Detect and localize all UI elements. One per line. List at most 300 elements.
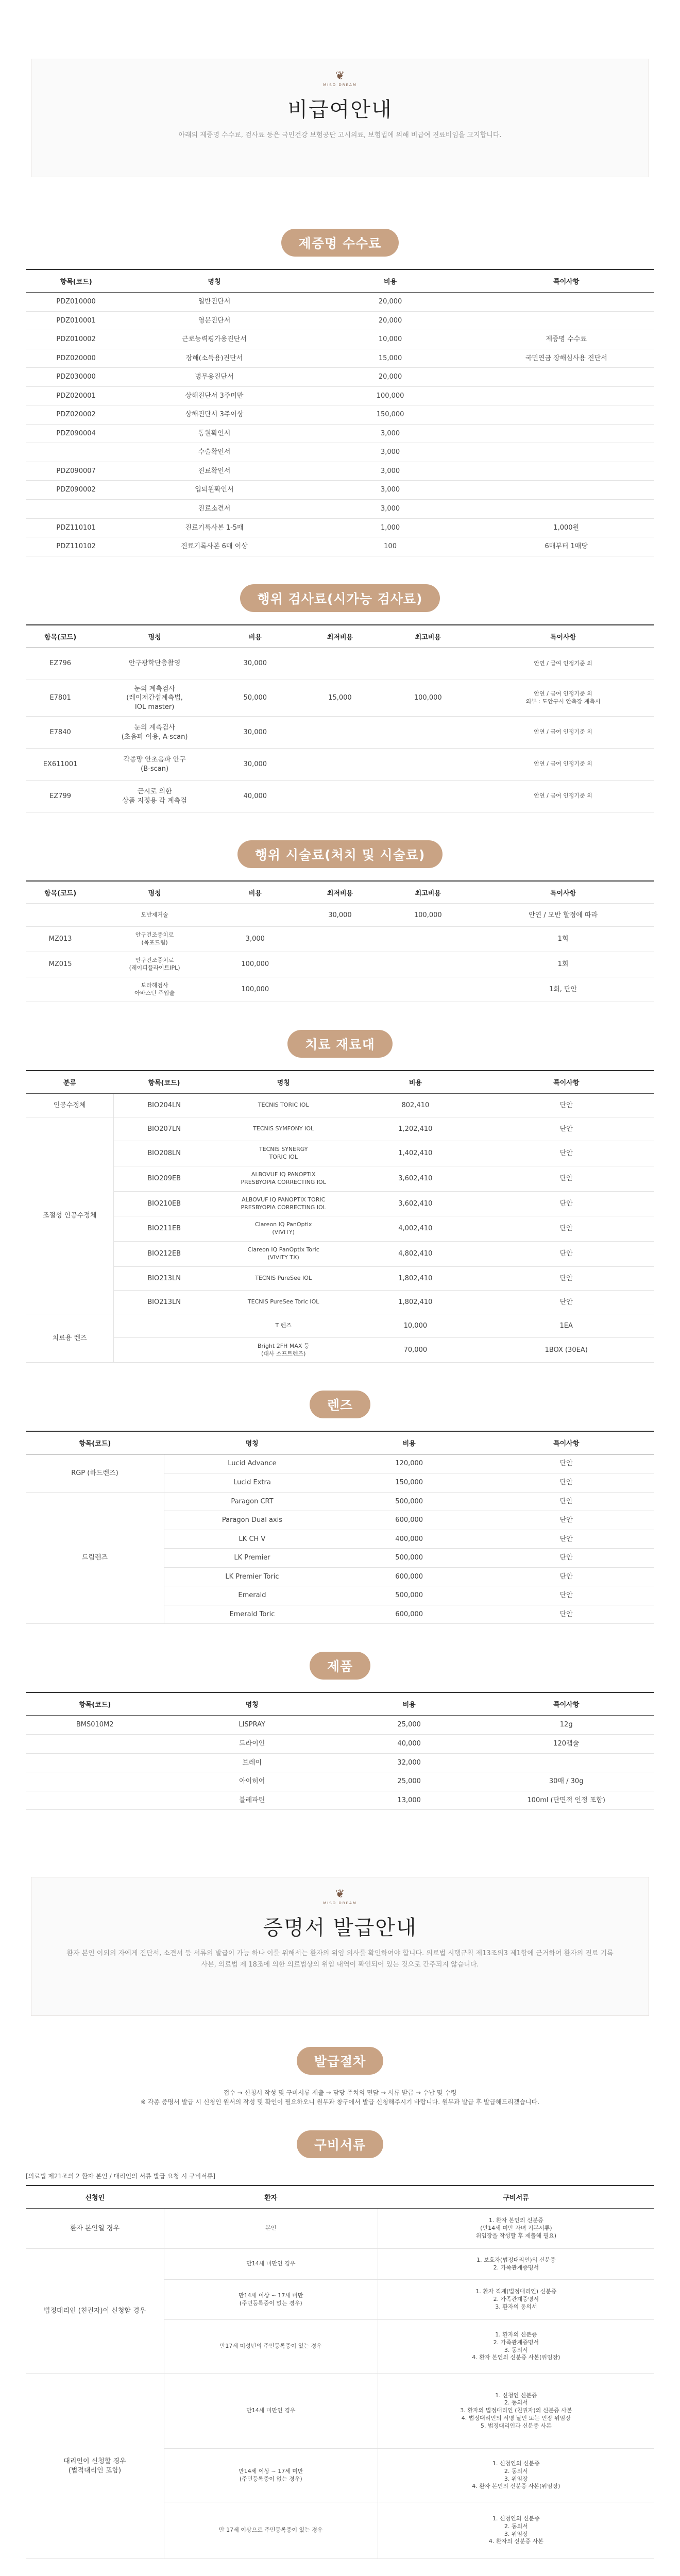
table-cell: TECNIS PureSee IOL	[214, 1266, 352, 1290]
fees-table	[26, 269, 654, 556]
table-cell	[26, 500, 126, 519]
table-cell	[478, 311, 654, 330]
table-row	[26, 927, 654, 952]
table-cell: BIO211EB	[114, 1216, 214, 1242]
table-cell: 진료확인서	[126, 462, 302, 481]
section-title-lenses: 렌즈	[310, 1391, 370, 1418]
table-row	[26, 481, 654, 500]
table-cell: 수술확인서	[126, 443, 302, 462]
table-row	[26, 680, 654, 717]
table-cell: 100,000	[214, 952, 296, 977]
patient-cell: 만14세 미만인 경우	[164, 2249, 378, 2280]
table-cell: 1,000	[302, 518, 479, 537]
table-cell: ALBOVUF IQ PANOPTIX PRESBYOPIA CORRECTING IOL	[214, 1166, 352, 1192]
table-cell: MZ013	[26, 927, 95, 952]
table-cell: 3,602,410	[352, 1166, 478, 1192]
table-cell: 3,000	[302, 443, 479, 462]
table-cell: 안연 / 급여 인정기준 외	[472, 648, 654, 680]
table-cell: PDZ090007	[26, 462, 126, 481]
table-cell: 600,000	[340, 1605, 478, 1624]
table-cell: 500,000	[340, 1549, 478, 1568]
table-cell: 15,000	[302, 349, 479, 368]
column-header: 특이사항	[478, 1071, 654, 1094]
table-cell: PDZ110101	[26, 518, 126, 537]
table-cell	[296, 781, 384, 812]
table-cell: Emerald Toric	[164, 1605, 340, 1624]
table-cell: 100,000	[384, 904, 472, 927]
table-cell: 단안	[478, 1530, 654, 1549]
documents-table	[26, 2185, 654, 2559]
table-cell: 3,602,410	[352, 1191, 478, 1216]
table-cell: 150,000	[340, 1473, 478, 1493]
table-cell: BIO210EB	[114, 1191, 214, 1216]
table-cell: 블레파틴	[164, 1791, 340, 1810]
column-header: 항목(코드)	[26, 625, 95, 648]
table-cell: EZ799	[26, 781, 95, 812]
documents-cell: 1. 보호자(법정대리인)의 신분증 2. 가족관계증명서	[378, 2249, 654, 2280]
table-cell: 근시로 의한 상품 지정용 각 계측검	[95, 781, 214, 812]
cert-logo	[62, 1889, 618, 1905]
table-cell: EX611001	[26, 749, 95, 781]
table-header-row	[26, 2185, 654, 2209]
table-cell: PDZ010001	[26, 311, 126, 330]
table-cell: 100,000	[302, 386, 479, 405]
cert-logo-mark: ❦	[335, 1888, 345, 1901]
column-header: 최저비용	[296, 625, 384, 648]
tests-table	[26, 624, 654, 813]
table-cell: PDZ020001	[26, 386, 126, 405]
table-row	[26, 424, 654, 443]
table-row	[26, 386, 654, 405]
column-header: 명칭	[164, 1692, 340, 1716]
table-cell: 20,000	[302, 368, 479, 387]
table-row	[26, 2249, 654, 2280]
documents-cell: 1. 환자 본인의 신분증 (만14세 미만 자녀 기본서류) 위임장을 작성할 후 제출해 필요)	[378, 2209, 654, 2249]
patient-cell: 만 17세 이상으로 주민등록증이 있는 경우	[164, 2502, 378, 2559]
table-row	[26, 330, 654, 349]
table-cell	[478, 500, 654, 519]
table-row	[26, 1734, 654, 1753]
table-cell: 안구건조증치료 (목포드림)	[95, 927, 214, 952]
table-row	[26, 1117, 654, 1141]
table-cell: 30,000	[296, 904, 384, 927]
table-cell: 브레이	[164, 1753, 340, 1772]
table-cell: LK Premier	[164, 1549, 340, 1568]
column-header: 비용	[214, 881, 296, 904]
table-cell: 단안	[478, 1141, 654, 1166]
table-cell: 단안	[478, 1266, 654, 1290]
table-header-row	[26, 1431, 654, 1454]
certificate-panel	[31, 1877, 649, 2016]
table-cell	[296, 952, 384, 977]
section-title-documents: 구비서류	[297, 2130, 384, 2158]
table-cell: 안구광학단층촬영	[95, 648, 214, 680]
group-category: 드림렌즈	[26, 1492, 164, 1624]
table-cell: EZ796	[26, 648, 95, 680]
table-cell	[478, 424, 654, 443]
table-cell: BIO212EB	[114, 1242, 214, 1267]
table-cell: E7801	[26, 680, 95, 717]
table-header-row	[26, 1071, 654, 1094]
table-cell: Paragon Dual axis	[164, 1511, 340, 1530]
table-cell	[26, 1772, 164, 1791]
table-cell	[384, 952, 472, 977]
table-cell: 100,000	[384, 680, 472, 717]
table-cell: 13,000	[340, 1791, 478, 1810]
table-cell: 단안	[478, 1191, 654, 1216]
section-title-products: 제품	[310, 1652, 370, 1680]
procedure-text: 접수 → 신청서 작성 및 구비서류 제출 → 담당 주치의 면담 → 서류 발급 → 수납 및 수령 ※ 각종 증명서 발급 시 신청인 원서의 작성 및 확인이 필요하오니 원무과 창구에서 발급 신청해주시기 바랍니다. 원무과 발급 후 발급해드리겠습니다.	[140, 2089, 540, 2106]
table-row	[26, 1266, 654, 1290]
table-row	[26, 717, 654, 749]
table-cell: 보라해검사 아바스틴 주입술	[95, 977, 214, 1002]
table-cell	[26, 443, 126, 462]
table-cell: LK Premier Toric	[164, 1567, 340, 1586]
table-cell: 4,002,410	[352, 1216, 478, 1242]
table-cell: 600,000	[340, 1567, 478, 1586]
group-category: RGP (하드렌즈)	[26, 1454, 164, 1492]
table-cell: 단안	[478, 1567, 654, 1586]
section-title-fees: 제증명 수수료	[281, 229, 399, 257]
table-cell: 1,802,410	[352, 1266, 478, 1290]
patient-cell: 만14세 이상 ~ 17세 미만 (주민등록증이 없는 경우)	[164, 2449, 378, 2502]
column-header: 비용	[352, 1071, 478, 1094]
table-cell: 600,000	[340, 1511, 478, 1530]
table-row	[26, 1290, 654, 1314]
table-cell	[478, 386, 654, 405]
column-header: 최고비용	[384, 881, 472, 904]
table-cell: PDZ020000	[26, 349, 126, 368]
column-header: 분류	[26, 1071, 114, 1094]
table-cell: 단안	[478, 1290, 654, 1314]
header-panel	[31, 59, 649, 177]
table-cell: 20,000	[302, 311, 479, 330]
table-cell: 단안	[478, 1605, 654, 1624]
table-cell: 영문진단서	[126, 311, 302, 330]
table-cell: 단안	[478, 1166, 654, 1192]
cert-brand-name: MISO DREAM	[323, 1901, 357, 1906]
table-row	[26, 518, 654, 537]
table-cell: 단안	[478, 1216, 654, 1242]
table-row	[26, 368, 654, 387]
table-row	[26, 648, 654, 680]
table-cell: PDZ110102	[26, 537, 126, 556]
column-header: 항목(코드)	[26, 1692, 164, 1716]
table-cell	[114, 1314, 214, 1337]
table-row	[26, 1753, 654, 1772]
table-cell: BIO209EB	[114, 1166, 214, 1192]
table-row	[26, 1166, 654, 1192]
table-cell	[384, 717, 472, 749]
table-cell: 1BOX (30EA)	[478, 1337, 654, 1363]
table-cell	[296, 717, 384, 749]
table-cell: BIO207LN	[114, 1117, 214, 1141]
brand-name: MISO DREAM	[323, 83, 357, 87]
table-cell	[478, 481, 654, 500]
section-title-materials: 치료 재료대	[287, 1030, 392, 1058]
documents-cell: 1. 신청인의 신분증 2. 동의서 3. 위임장 4. 환자 본인의 신분증 사본(위임장)	[378, 2449, 654, 2502]
table-cell: Lucid Extra	[164, 1473, 340, 1493]
table-cell: 6매부터 1매당	[478, 537, 654, 556]
table-cell: 드라이인	[164, 1734, 340, 1753]
table-row	[26, 2374, 654, 2449]
table-cell: ALBOVUF IQ PANOPTIX TORIC PRESBYOPIA CORRECTING IOL	[214, 1191, 352, 1216]
column-header: 항목(코드)	[26, 1431, 164, 1454]
table-row	[26, 781, 654, 812]
table-cell: 안구건조증치료 (레이피플라이트IPL)	[95, 952, 214, 977]
patient-cell: 만17세 미성년의 주민등록증이 있는 경우	[164, 2320, 378, 2374]
table-cell	[296, 648, 384, 680]
table-cell: BIO213LN	[114, 1266, 214, 1290]
table-cell: PDZ090004	[26, 424, 126, 443]
table-row	[26, 443, 654, 462]
column-header: 신청인	[26, 2185, 164, 2209]
group-category: 치료용 렌즈	[26, 1314, 114, 1363]
table-cell: LISPRAY	[164, 1716, 340, 1735]
table-row	[26, 749, 654, 781]
table-header-row	[26, 269, 654, 293]
column-header: 특이사항	[478, 1692, 654, 1716]
table-cell: PDZ010000	[26, 293, 126, 312]
table-cell	[384, 927, 472, 952]
table-cell	[296, 977, 384, 1002]
table-cell: 진료기록사본 1-5매	[126, 518, 302, 537]
column-header: 비용	[340, 1692, 478, 1716]
table-cell	[214, 904, 296, 927]
table-cell: 안연 / 급여 인정기준 외	[472, 717, 654, 749]
table-cell: TECNIS TORIC IOL	[214, 1094, 352, 1117]
section-title-tests: 행위 검사료(시가능 검사료)	[240, 584, 440, 612]
table-cell	[26, 977, 95, 1002]
table-cell: 일반진단서	[126, 293, 302, 312]
table-cell	[26, 904, 95, 927]
table-cell: 눈의 계측검사 (레이저간섭계측법, IOL master)	[95, 680, 214, 717]
table-cell	[26, 1791, 164, 1810]
table-row	[26, 977, 654, 1002]
table-cell	[384, 749, 472, 781]
table-cell: 500,000	[340, 1492, 478, 1511]
table-cell: PDZ090002	[26, 481, 126, 500]
table-cell: 15,000	[296, 680, 384, 717]
column-header: 항목(코드)	[114, 1071, 214, 1094]
documents-cell: 1. 신청인 신분증 2. 동의서 3. 환자의 법정대리인 (친권자)의 신분증 사본 4. 법정대리인의 서명 날인 또는 인장 위임장 5. 법정대리인과 신분증 사본	[378, 2374, 654, 2449]
table-cell: 단안	[478, 1454, 654, 1473]
section-title-procedure: 발급절차	[297, 2047, 384, 2075]
patient-cell: 만14세 이상 ~ 17세 미만 (주민등록증이 없는 경우)	[164, 2280, 378, 2320]
products-table	[26, 1692, 654, 1810]
table-cell	[26, 1753, 164, 1772]
table-cell: BIO208LN	[114, 1141, 214, 1166]
documents-cell: 1. 환자 직계(법정대리인) 신분증 2. 가족관계증명서 3. 환자의 동의서	[378, 2280, 654, 2320]
table-row	[26, 1454, 654, 1473]
table-header-row	[26, 881, 654, 904]
table-header-row	[26, 1692, 654, 1716]
table-cell: 25,000	[340, 1716, 478, 1735]
table-row	[26, 1216, 654, 1242]
column-header: 최고비용	[384, 625, 472, 648]
group-category: 인공수정체	[26, 1094, 114, 1117]
table-cell: 장해(소득용)진단서	[126, 349, 302, 368]
documents-cell: 1. 환자의 신분증 2. 가족관계증명서 3. 동의서 4. 환자 본인의 신분증 사본(위임장)	[378, 2320, 654, 2374]
table-cell: 3,000	[302, 481, 479, 500]
column-header: 비용	[340, 1431, 478, 1454]
group-category: 조절성 인공수정체	[26, 1117, 114, 1314]
table-cell: 1,802,410	[352, 1290, 478, 1314]
table-cell: 1,402,410	[352, 1141, 478, 1166]
table-cell: 40,000	[214, 781, 296, 812]
table-row	[26, 904, 654, 927]
applicant-cell: 환자 본인일 경우	[26, 2209, 164, 2249]
table-header-row	[26, 625, 654, 648]
column-header: 항목(코드)	[26, 269, 126, 293]
table-cell: 통원확인서	[126, 424, 302, 443]
table-cell: 안연 / 급여 인정기준 외 외부 : 도안구시 안축장 계측시	[472, 680, 654, 717]
table-cell: Bright 2FH MAX 등 (대사 소프트렌즈)	[214, 1337, 352, 1363]
table-cell: 10,000	[352, 1314, 478, 1337]
table-row	[26, 1337, 654, 1363]
column-header: 최저비용	[296, 881, 384, 904]
table-cell: PDZ030000	[26, 368, 126, 387]
table-row	[26, 349, 654, 368]
table-cell: 안연 / 급여 인정기준 외	[472, 749, 654, 781]
patient-cell: 만14세 미만인 경우	[164, 2374, 378, 2449]
table-cell: T 렌즈	[214, 1314, 352, 1337]
table-cell: 30,000	[214, 648, 296, 680]
table-cell: BIO204LN	[114, 1094, 214, 1117]
column-header: 특이사항	[472, 881, 654, 904]
table-cell: Clareon IQ PanOptix Toric (VIVITY TX)	[214, 1242, 352, 1267]
table-cell: 100,000	[214, 977, 296, 1002]
table-cell: 50,000	[214, 680, 296, 717]
lenses-table	[26, 1431, 654, 1624]
logo-mark: ❦	[335, 70, 345, 82]
documents-cell: 1. 신청인의 신분증 2. 동의서 3. 위임장 4. 환자의 신분증 사본	[378, 2502, 654, 2559]
column-header: 비용	[302, 269, 479, 293]
table-cell: 100ml (단면적 인정 포함)	[478, 1791, 654, 1810]
table-cell: 입퇴원확인서	[126, 481, 302, 500]
column-header: 특이사항	[472, 625, 654, 648]
table-row	[26, 1791, 654, 1810]
table-row	[26, 952, 654, 977]
table-cell	[478, 1753, 654, 1772]
table-cell: 70,000	[352, 1337, 478, 1363]
column-header: 명칭	[214, 1071, 352, 1094]
table-cell	[478, 462, 654, 481]
table-row	[26, 1242, 654, 1267]
table-cell	[478, 368, 654, 387]
table-cell: 3,000	[214, 927, 296, 952]
column-header: 특이사항	[478, 1431, 654, 1454]
column-header: 비용	[214, 625, 296, 648]
table-row	[26, 311, 654, 330]
table-cell: 30,000	[214, 717, 296, 749]
table-cell: 1,000원	[478, 518, 654, 537]
table-cell: 1회	[472, 952, 654, 977]
certificate-description: 환자 본인 이외의 자에게 진단서, 소견서 등 서류의 발급이 가능 하나 이를 위해서는 환자의 위임 의사를 확인하여야 합니다. 의료법 시행규칙 제13조의3 제1항에 근거하여 환자의 진료 기록 사본, 의료법 제 18조에 의한 의료법상의 위임 내역이 확인되어 있는 것으로 간주되지 않습니다.	[66, 1950, 614, 1969]
table-row	[26, 1314, 654, 1337]
page-title: 비급여안내	[287, 98, 393, 122]
table-cell: 150,000	[302, 405, 479, 425]
table-row	[26, 500, 654, 519]
table-cell: PDZ010002	[26, 330, 126, 349]
logo	[62, 71, 618, 87]
table-cell: 병무용진단서	[126, 368, 302, 387]
table-cell: 단안	[478, 1473, 654, 1493]
table-cell: 3,000	[302, 462, 479, 481]
table-cell: TECNIS SYMFONY IOL	[214, 1117, 352, 1141]
table-cell	[478, 405, 654, 425]
table-cell: 40,000	[340, 1734, 478, 1753]
table-cell	[384, 977, 472, 1002]
table-cell	[478, 293, 654, 312]
table-cell: TECNIS SYNERGY TORIC IOL	[214, 1141, 352, 1166]
materials-table	[26, 1070, 654, 1363]
column-header: 항목(코드)	[26, 881, 95, 904]
table-cell: 1EA	[478, 1314, 654, 1337]
table-cell: E7840	[26, 717, 95, 749]
table-cell: 32,000	[340, 1753, 478, 1772]
table-cell: 1,202,410	[352, 1117, 478, 1141]
table-cell: 안연 / 급여 인정기준 외	[472, 781, 654, 812]
table-cell: Clareon IQ PanOptix (VIVITY)	[214, 1216, 352, 1242]
table-cell: 10,000	[302, 330, 479, 349]
table-cell: 단안	[478, 1492, 654, 1511]
table-cell: 제증명 수수료	[478, 330, 654, 349]
table-cell: 500,000	[340, 1586, 478, 1605]
table-cell: 12g	[478, 1716, 654, 1735]
table-cell: Paragon CRT	[164, 1492, 340, 1511]
column-header: 특이사항	[478, 269, 654, 293]
table-cell: 120캡슐	[478, 1734, 654, 1753]
table-row	[26, 1492, 654, 1511]
table-cell: 25,000	[340, 1772, 478, 1791]
table-cell: TECNIS PureSee Toric IOL	[214, 1290, 352, 1314]
table-cell: 4,802,410	[352, 1242, 478, 1267]
table-cell: 30,000	[214, 749, 296, 781]
table-cell: 단안	[478, 1094, 654, 1117]
table-row	[26, 405, 654, 425]
table-cell: 안연 / 모반 할정에 따라	[472, 904, 654, 927]
table-cell: 모반제거술	[95, 904, 214, 927]
table-row	[26, 1191, 654, 1216]
table-cell: 단안	[478, 1511, 654, 1530]
table-cell: 각종망 안초음파 안구 (B-scan)	[95, 749, 214, 781]
patient-cell: 본인	[164, 2209, 378, 2249]
table-cell: PDZ020002	[26, 405, 126, 425]
table-cell: Lucid Advance	[164, 1454, 340, 1473]
table-cell	[296, 749, 384, 781]
column-header: 명칭	[126, 269, 302, 293]
table-cell: 상해진단서 3주이상	[126, 405, 302, 425]
table-cell: 상해진단서 3주미만	[126, 386, 302, 405]
table-row	[26, 1716, 654, 1735]
table-cell: BMS010M2	[26, 1716, 164, 1735]
table-row	[26, 1772, 654, 1791]
table-row	[26, 293, 654, 312]
table-cell: 400,000	[340, 1530, 478, 1549]
table-cell	[114, 1337, 214, 1363]
table-cell: 802,410	[352, 1094, 478, 1117]
table-cell: LK CH V	[164, 1530, 340, 1549]
table-cell: 1회, 단안	[472, 977, 654, 1002]
table-cell: 근로능력평가용진단서	[126, 330, 302, 349]
table-cell: 3,000	[302, 424, 479, 443]
certificate-title: 증명서 발급안내	[263, 1916, 417, 1940]
table-cell: 1회	[472, 927, 654, 952]
column-header: 구비서류	[378, 2185, 654, 2209]
table-cell: 120,000	[340, 1454, 478, 1473]
page-description: 아래의 제증명 수수료, 검사료 등은 국민건강 보험공단 고시의료, 보험법에 의해 비급여 진료비임을 고지합니다.	[178, 131, 502, 139]
